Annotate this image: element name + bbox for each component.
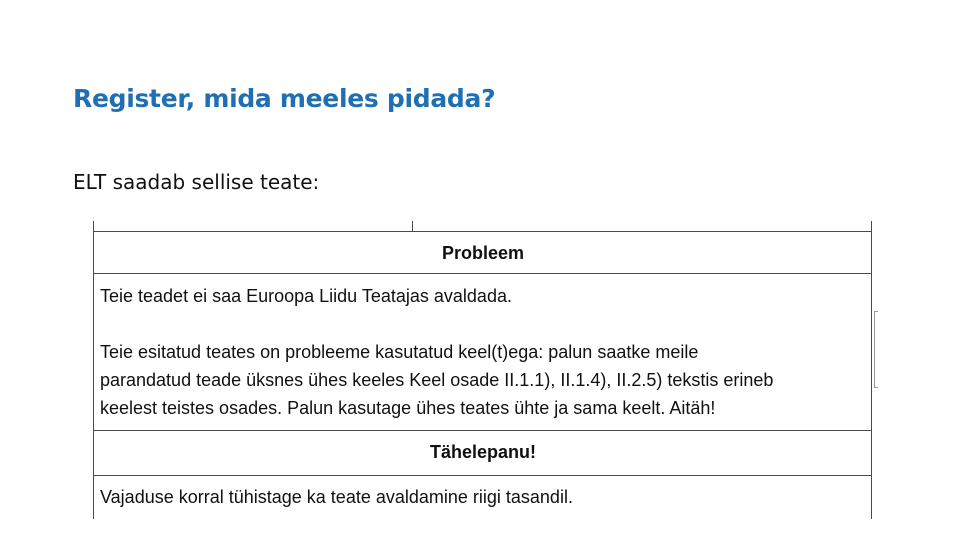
problem-header: Probleem <box>441 243 525 263</box>
table-line <box>93 475 872 476</box>
problem-line: parandatud teade üksnes ühes keeles Keel osade II.1.1), II.1.4), II.2.5) tekstis erineb <box>100 370 774 390</box>
slide-intro-text: ELT saadab sellise teate: <box>73 170 320 194</box>
notice-line: Vajaduse korral tühistage ka teate avaldamine riigi tasandil. <box>100 487 573 507</box>
side-box-fragment <box>874 311 878 388</box>
table-top-column-stub <box>412 221 413 231</box>
problem-line: Teie teadet ei saa Euroopa Liidu Teatajas avaldada. <box>100 286 512 306</box>
table-line <box>93 430 872 431</box>
problem-line: Teie esitatud teates on probleeme kasutatud keel(t)ega: palun saatke meile <box>100 342 699 362</box>
table-line <box>93 273 872 274</box>
notice-header: Tähelepanu! <box>429 442 536 462</box>
table-line <box>93 231 872 232</box>
problem-line: keelest teistes osades. Palun kasutage ühes teates ühte ja sama keelt. Aitäh! <box>100 398 716 418</box>
slide-title: Register, mida meeles pidada? <box>73 84 496 113</box>
